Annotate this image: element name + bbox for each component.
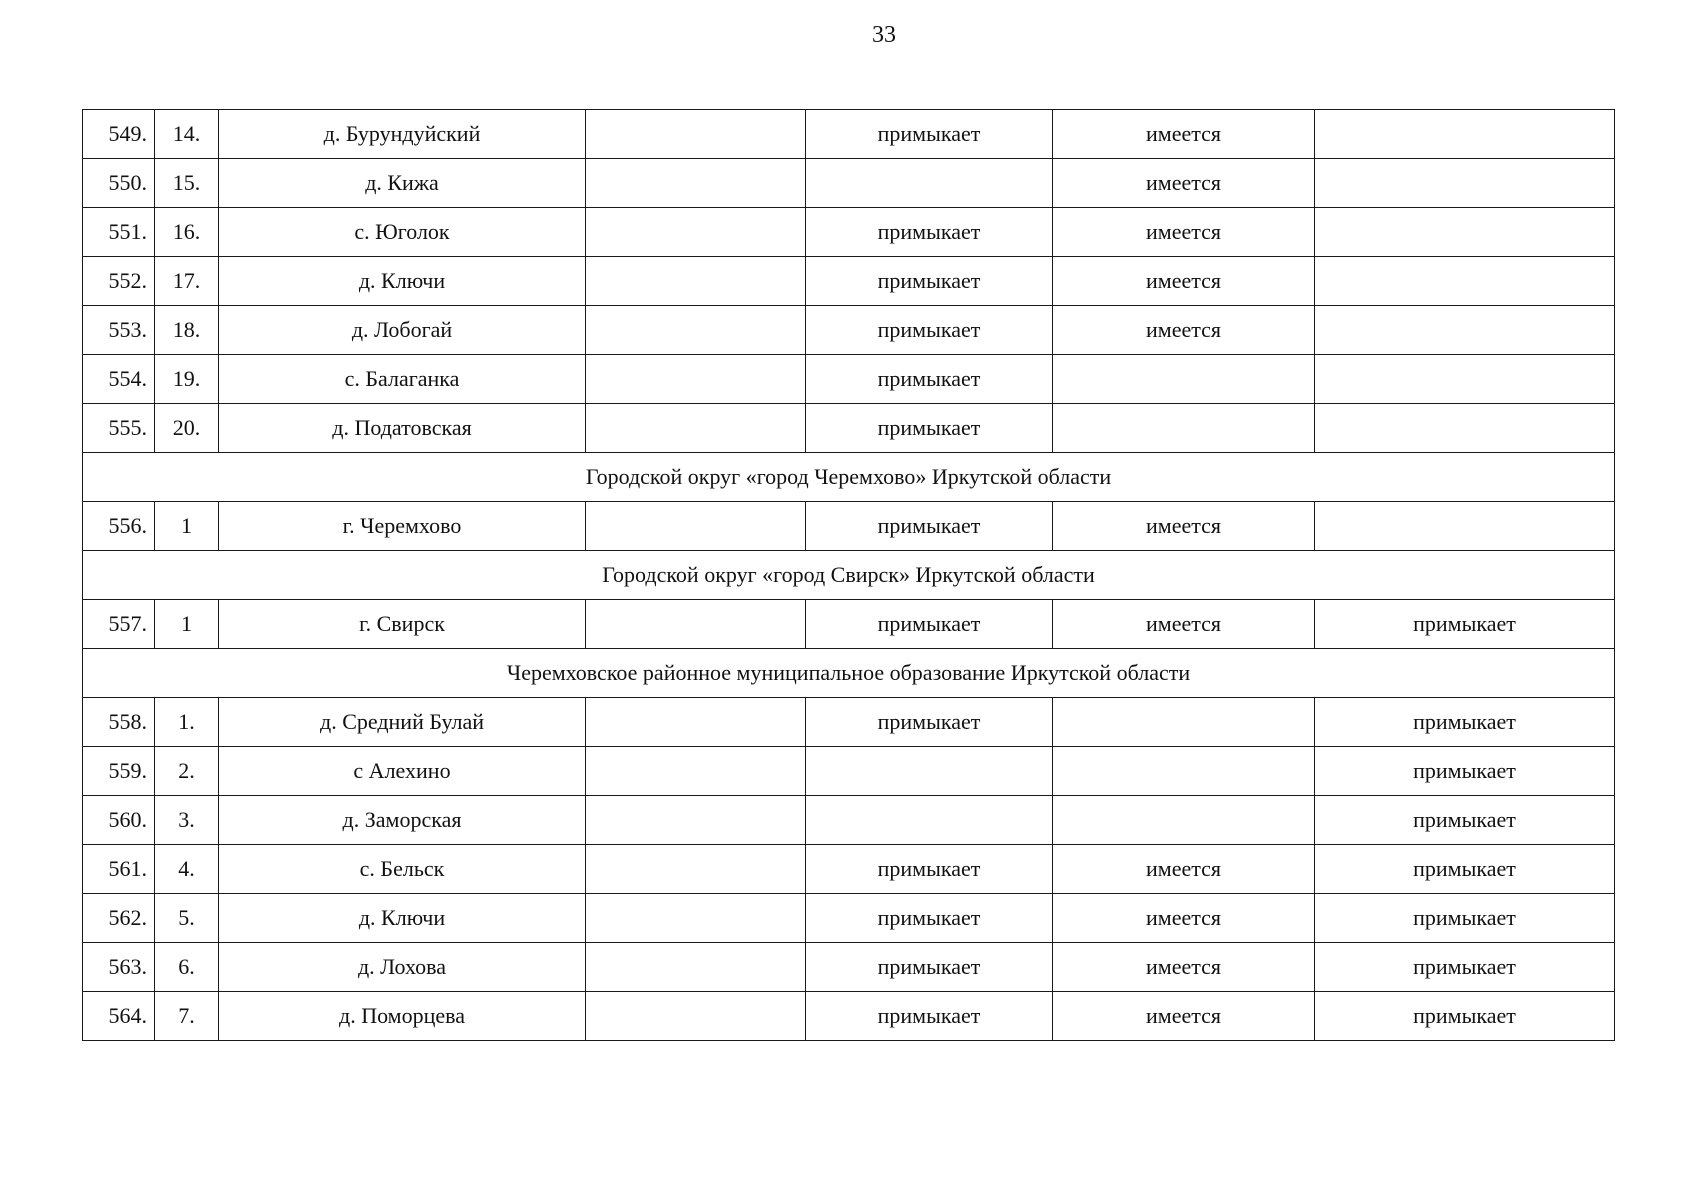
column-7-cell	[1315, 404, 1615, 453]
column-6-cell: имеется	[1053, 845, 1315, 894]
settlement-name-cell: д. Средний Булай	[219, 698, 586, 747]
column-6-cell: имеется	[1053, 159, 1315, 208]
row-number-cell: 559.	[83, 747, 155, 796]
row-number-cell: 562.	[83, 894, 155, 943]
section-title: Черемховское районное муниципальное образование Иркутской области	[83, 649, 1615, 698]
column-6-cell	[1053, 355, 1315, 404]
settlement-name-cell: с. Юголок	[219, 208, 586, 257]
column-5-cell: примыкает	[806, 257, 1053, 306]
row-number-cell: 555.	[83, 404, 155, 453]
column-4-cell	[586, 845, 806, 894]
table-row	[83, 355, 1615, 404]
column-6-cell	[1053, 404, 1315, 453]
section-header-row	[83, 649, 1615, 698]
column-7-cell	[1315, 208, 1615, 257]
sub-number-cell: 20.	[155, 404, 219, 453]
column-4-cell	[586, 747, 806, 796]
column-7-cell	[1315, 306, 1615, 355]
table-row	[83, 404, 1615, 453]
table-row	[83, 502, 1615, 551]
table-row	[83, 845, 1615, 894]
column-5-cell	[806, 159, 1053, 208]
column-5-cell	[806, 747, 1053, 796]
table-row	[83, 747, 1615, 796]
column-7-cell: примыкает	[1315, 796, 1615, 845]
section-header-row	[83, 453, 1615, 502]
settlement-name-cell: г. Свирск	[219, 600, 586, 649]
row-number-cell: 553.	[83, 306, 155, 355]
column-6-cell: имеется	[1053, 992, 1315, 1041]
page-number: 33	[872, 22, 896, 48]
column-7-cell	[1315, 257, 1615, 306]
row-number-cell: 549.	[83, 110, 155, 159]
settlements-table	[82, 109, 1615, 1041]
table-row	[83, 796, 1615, 845]
column-5-cell: примыкает	[806, 208, 1053, 257]
column-5-cell: примыкает	[806, 502, 1053, 551]
sub-number-cell: 15.	[155, 159, 219, 208]
column-5-cell: примыкает	[806, 992, 1053, 1041]
column-4-cell	[586, 796, 806, 845]
settlement-name-cell: д. Податовская	[219, 404, 586, 453]
column-4-cell	[586, 306, 806, 355]
sub-number-cell: 1	[155, 502, 219, 551]
column-7-cell: примыкает	[1315, 600, 1615, 649]
column-5-cell: примыкает	[806, 110, 1053, 159]
row-number-cell: 564.	[83, 992, 155, 1041]
table-row	[83, 600, 1615, 649]
settlement-name-cell: д. Бурундуйский	[219, 110, 586, 159]
settlement-name-cell: д. Кижа	[219, 159, 586, 208]
column-7-cell	[1315, 502, 1615, 551]
settlement-name-cell: д. Лобогай	[219, 306, 586, 355]
row-number-cell: 560.	[83, 796, 155, 845]
column-7-cell: примыкает	[1315, 698, 1615, 747]
row-number-cell: 563.	[83, 943, 155, 992]
column-4-cell	[586, 600, 806, 649]
settlement-name-cell: д. Ключи	[219, 894, 586, 943]
sub-number-cell: 17.	[155, 257, 219, 306]
column-4-cell	[586, 698, 806, 747]
table-row	[83, 110, 1615, 159]
row-number-cell: 557.	[83, 600, 155, 649]
column-7-cell	[1315, 159, 1615, 208]
column-6-cell: имеется	[1053, 306, 1315, 355]
column-6-cell: имеется	[1053, 257, 1315, 306]
sub-number-cell: 6.	[155, 943, 219, 992]
column-7-cell: примыкает	[1315, 992, 1615, 1041]
table-row	[83, 992, 1615, 1041]
column-4-cell	[586, 502, 806, 551]
column-5-cell: примыкает	[806, 306, 1053, 355]
column-4-cell	[586, 894, 806, 943]
column-7-cell: примыкает	[1315, 943, 1615, 992]
section-title: Городской округ «город Свирск» Иркутской области	[83, 551, 1615, 600]
column-7-cell: примыкает	[1315, 747, 1615, 796]
column-5-cell: примыкает	[806, 355, 1053, 404]
sub-number-cell: 19.	[155, 355, 219, 404]
settlement-name-cell: г. Черемхово	[219, 502, 586, 551]
column-7-cell: примыкает	[1315, 894, 1615, 943]
row-number-cell: 551.	[83, 208, 155, 257]
column-4-cell	[586, 257, 806, 306]
column-4-cell	[586, 404, 806, 453]
column-6-cell: имеется	[1053, 600, 1315, 649]
column-5-cell	[806, 796, 1053, 845]
sub-number-cell: 3.	[155, 796, 219, 845]
column-4-cell	[586, 159, 806, 208]
table-row	[83, 257, 1615, 306]
column-7-cell	[1315, 110, 1615, 159]
section-header-row	[83, 551, 1615, 600]
column-6-cell	[1053, 796, 1315, 845]
column-4-cell	[586, 208, 806, 257]
column-5-cell: примыкает	[806, 600, 1053, 649]
row-number-cell: 552.	[83, 257, 155, 306]
column-6-cell: имеется	[1053, 110, 1315, 159]
table-row	[83, 306, 1615, 355]
column-5-cell: примыкает	[806, 894, 1053, 943]
sub-number-cell: 1.	[155, 698, 219, 747]
settlement-name-cell: с Алехино	[219, 747, 586, 796]
column-4-cell	[586, 355, 806, 404]
column-4-cell	[586, 943, 806, 992]
table-row	[83, 943, 1615, 992]
column-6-cell	[1053, 747, 1315, 796]
column-6-cell	[1053, 698, 1315, 747]
column-5-cell: примыкает	[806, 404, 1053, 453]
settlement-name-cell: д. Ключи	[219, 257, 586, 306]
sub-number-cell: 1	[155, 600, 219, 649]
sub-number-cell: 5.	[155, 894, 219, 943]
column-6-cell: имеется	[1053, 894, 1315, 943]
row-number-cell: 554.	[83, 355, 155, 404]
section-title: Городской округ «город Черемхово» Иркутской области	[83, 453, 1615, 502]
table-row	[83, 208, 1615, 257]
settlement-name-cell: с. Балаганка	[219, 355, 586, 404]
column-7-cell: примыкает	[1315, 845, 1615, 894]
column-5-cell: примыкает	[806, 698, 1053, 747]
row-number-cell: 550.	[83, 159, 155, 208]
sub-number-cell: 14.	[155, 110, 219, 159]
column-4-cell	[586, 110, 806, 159]
column-6-cell: имеется	[1053, 208, 1315, 257]
column-6-cell: имеется	[1053, 502, 1315, 551]
sub-number-cell: 7.	[155, 992, 219, 1041]
column-5-cell: примыкает	[806, 845, 1053, 894]
table-row	[83, 698, 1615, 747]
column-7-cell	[1315, 355, 1615, 404]
row-number-cell: 558.	[83, 698, 155, 747]
settlement-name-cell: д. Поморцева	[219, 992, 586, 1041]
sub-number-cell: 4.	[155, 845, 219, 894]
settlement-name-cell: д. Лохова	[219, 943, 586, 992]
column-6-cell: имеется	[1053, 943, 1315, 992]
table-row	[83, 894, 1615, 943]
column-4-cell	[586, 992, 806, 1041]
table-row	[83, 159, 1615, 208]
row-number-cell: 556.	[83, 502, 155, 551]
sub-number-cell: 18.	[155, 306, 219, 355]
sub-number-cell: 2.	[155, 747, 219, 796]
sub-number-cell: 16.	[155, 208, 219, 257]
row-number-cell: 561.	[83, 845, 155, 894]
settlement-name-cell: с. Бельск	[219, 845, 586, 894]
column-5-cell: примыкает	[806, 943, 1053, 992]
table-body	[83, 110, 1615, 1041]
settlement-name-cell: д. Заморская	[219, 796, 586, 845]
